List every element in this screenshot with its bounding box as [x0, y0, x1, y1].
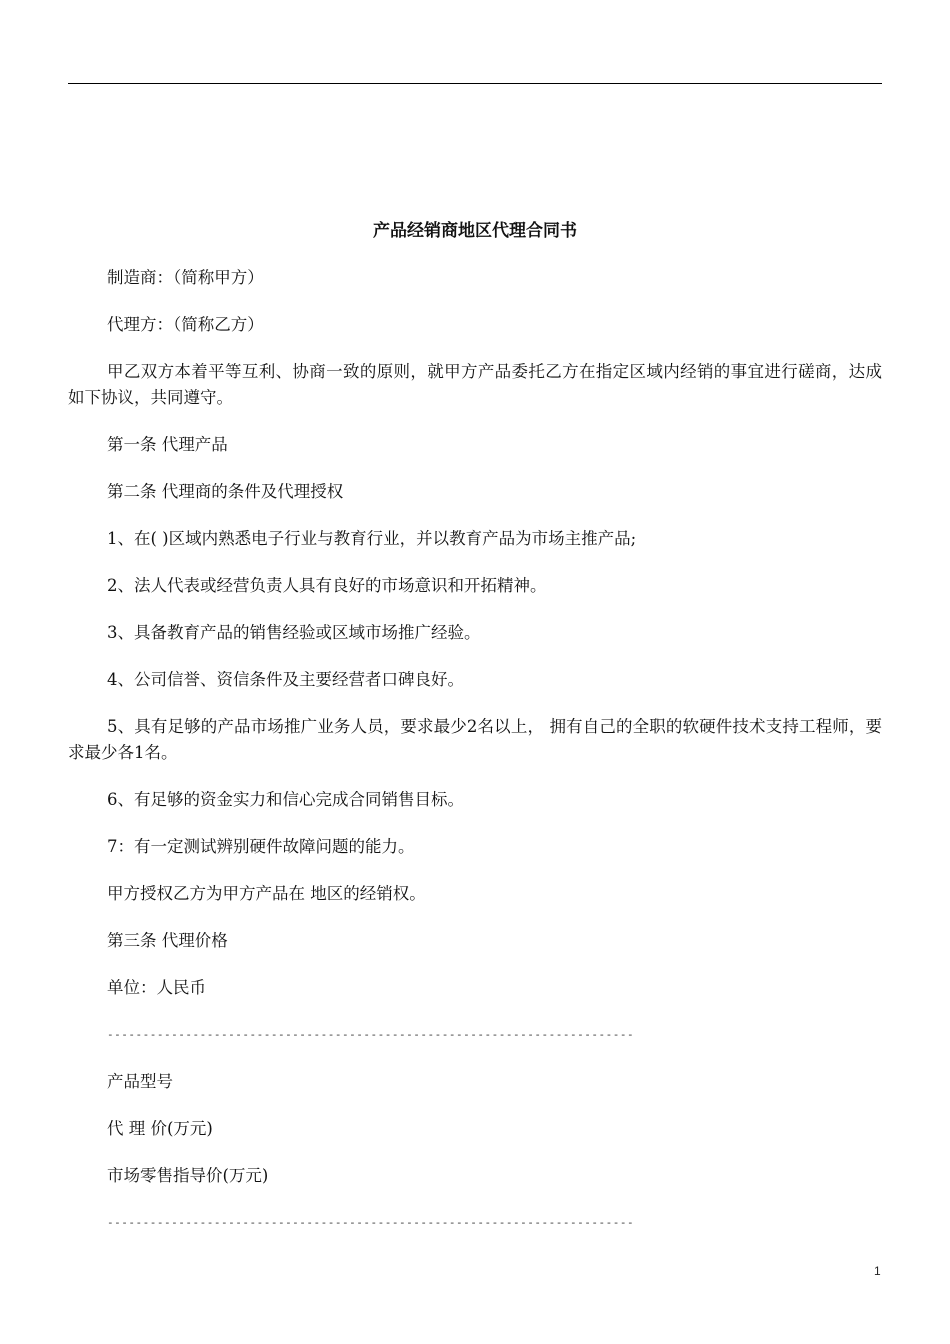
document-body: [68, 218, 882, 1257]
authorization-statement: 甲方授权乙方为甲方产品在 地区的经销权。: [107, 884, 426, 903]
page-number: 1: [874, 1264, 881, 1278]
preamble-paragraph: 甲乙双方本着平等互利、协商一致的原则，就甲方产品委托乙方在指定区域内经销的事宜进行磋商，达成如下协议，共同遵守。: [68, 362, 882, 407]
article-1-heading: 第一条 代理产品: [107, 435, 228, 454]
manufacturer-line: 制造商：（简称甲方）: [107, 268, 264, 287]
table-divider-bottom: --------------------------------------------------------------------------: [107, 1216, 635, 1229]
condition-item-7: 7：有一定测试辨别硬件故障问题的能力。: [107, 837, 415, 856]
document-title: 产品经销商地区代理合同书: [373, 221, 577, 241]
header-rule: [68, 83, 882, 84]
table-divider-top: --------------------------------------------------------------------------: [107, 1028, 635, 1041]
condition-item-1: 1、在( )区域内熟悉电子行业与教育行业，并以教育产品为市场主推产品;: [107, 529, 637, 548]
condition-item-6: 6、有足够的资金实力和信心完成合同销售目标。: [107, 790, 464, 809]
condition-item-2: 2、法人代表或经营负责人具有良好的市场意识和开拓精神。: [107, 576, 547, 595]
agent-price-label: 代 理 价(万元): [107, 1119, 213, 1138]
retail-price-label: 市场零售指导价(万元): [107, 1166, 269, 1185]
agent-line: 代理方：（简称乙方）: [107, 315, 264, 334]
condition-item-3: 3、具备教育产品的销售经验或区域市场推广经验。: [107, 623, 481, 642]
condition-item-5: 5、具有足够的产品市场推广业务人员，要求最少2名以上， 拥有自己的全职的软硬件技术支持工程师，要求最少各1名。: [68, 717, 882, 762]
currency-unit-line: 单位：人民币: [107, 978, 206, 997]
product-model-label: 产品型号: [107, 1072, 173, 1091]
article-2-heading: 第二条 代理商的条件及代理授权: [107, 482, 344, 501]
article-3-heading: 第三条 代理价格: [107, 931, 228, 950]
condition-item-4: 4、公司信誉、资信条件及主要经营者口碑良好。: [107, 670, 464, 689]
